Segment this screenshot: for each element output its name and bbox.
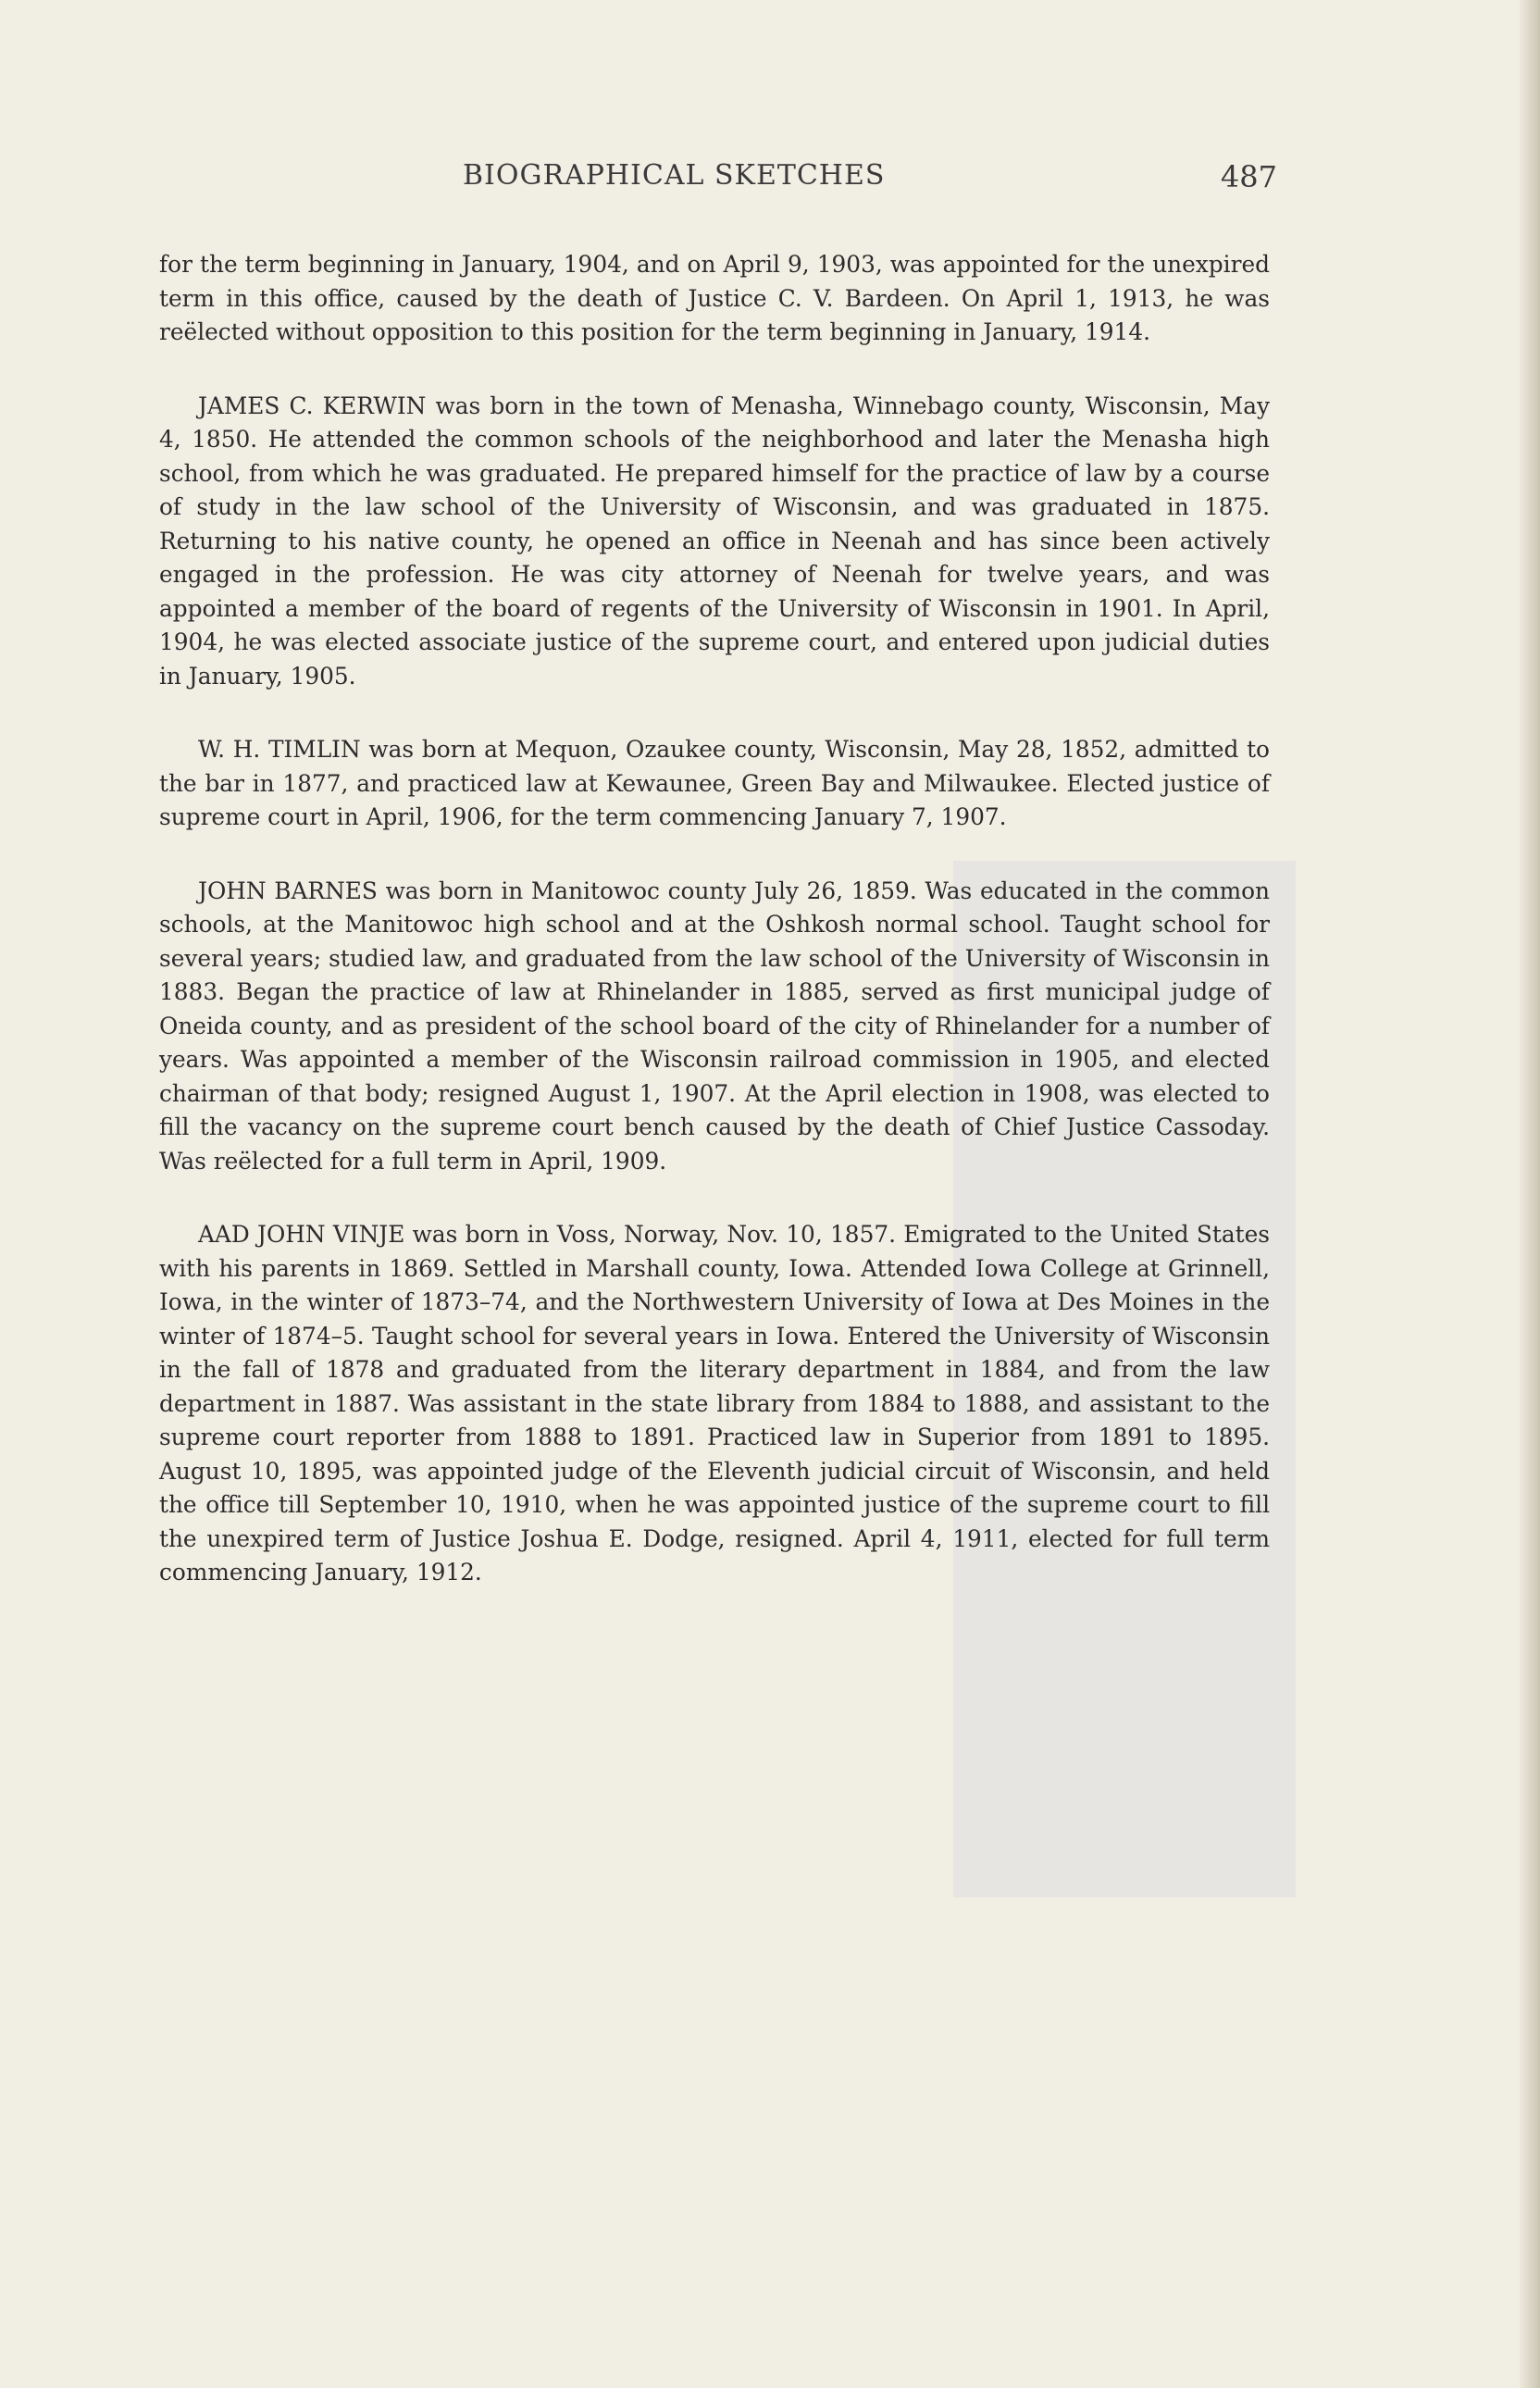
running-head: BIOGRAPHICAL SKETCHES [463,159,886,192]
paragraph-barnes: JOHN BARNES was born in Manitowoc county July 26, 1859. Was educated in the common schools, at the Manitowoc high school and at the Oshkosh normal school. Taught school for several years; studied law, and graduated from the law school of the University of Wisconsin in 1883. Began the practice of law at Rhinelander in 1885, served as first municipal judge of Oneida county, and as president of the school board of the city of Rhinelander for a number of years. Was appointed a member of the Wisconsin railroad commission in 1905, and elected chairman of that body; resigned August 1, 1907. At the April election in 1908, was elected to fill the vacancy on the supreme court bench caused by the death of Chief Justice Cassoday. Was reëlected for a full term in April, 1909. [159,877,1270,1175]
page-header [157,159,1277,205]
paragraph-continued-bardeen: for the term beginning in January, 1904, and on April 9, 1903, was appointed for the unexpired term in this office, caused by the death of Justice C. V. Bardeen. On April 1, 1913, he was reëlected without opposition to this position for the term beginning in January, 1914. [159,251,1270,345]
page-number: 487 [1220,159,1277,194]
paragraph-kerwin: JAMES C. KERWIN was born in the town of Menasha, Winnebago county, Wisconsin, May 4, 1850. He attended the common schools of the neighborhood and later the Menasha high school, from which he was graduated. He prepared himself for the practice of law by a course of study in the law school of the University of Wisconsin, and was graduated in 1875. Returning to his native county, he opened an office in Neenah and has since been actively engaged in the profession. He was city attorney of Neenah for twelve years, and was appointed a member of the board of regents of the University of Wisconsin in 1901. In April, 1904, he was elected associate justice of the supreme court, and entered upon judicial duties in January, 1905. [159,392,1270,690]
paragraph-timlin: W. H. TIMLIN was born at Mequon, Ozaukee county, Wisconsin, May 28, 1852, admitted to the bar in 1877, and practiced law at Kewaunee, Green Bay and Milwaukee. Elected justice of supreme court in April, 1906, for the term commencing January 7, 1907. [159,736,1270,830]
paragraph-vinje: AAD JOHN VINJE was born in Voss, Norway, Nov. 10, 1857. Emigrated to the United States with his parents in 1869. Settled in Marshall county, Iowa. Attended Iowa College at Grinnell, Iowa, in the winter of 1873–74, and the Northwestern University of Iowa at Des Moines in the winter of 1874–5. Taught school for several years in Iowa. Entered the University of Wisconsin in the fall of 1878 and graduated from the literary department in 1884, and from the law department in 1887. Was assistant in the state library from 1884 to 1888, and assistant to the supreme court reporter from 1888 to 1891. Practiced law in Superior from 1891 to 1895. August 10, 1895, was appointed judge of the Eleventh judicial circuit of Wisconsin, and held the office till September 10, 1910, when he was appointed justice of the supreme court to fill the unexpired term of Justice Joshua E. Dodge, resigned. April 4, 1911, elected for full term commencing January, 1912. [159,1221,1270,1586]
page-edge [1520,0,1540,2388]
page-body [159,248,1270,1630]
